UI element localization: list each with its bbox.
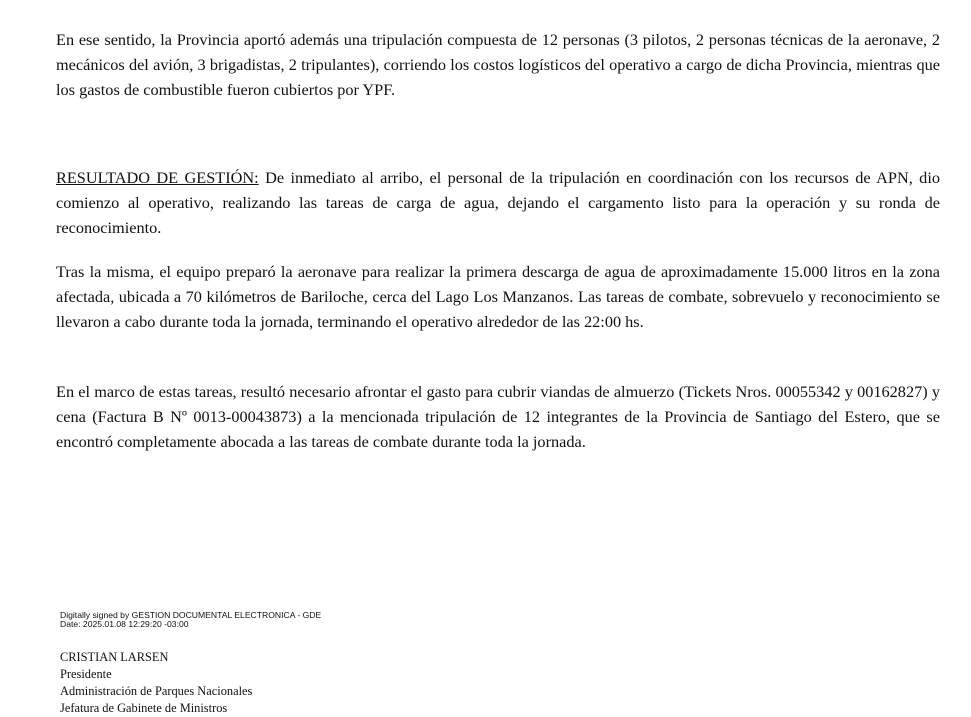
signer-block xyxy=(60,649,252,717)
signer-department: Jefatura de Gabinete de Ministros xyxy=(60,701,228,715)
signer-name: CRISTIAN LARSEN xyxy=(60,650,169,664)
paragraph-resultado-body: De inmediato al arribo, el personal de la tripulación en coordinación con los recursos de APN, dio comienzo al operativo, realizando las tareas de carga de agua, dejando el cargamento listo para la operación y su ronda de reconocimiento. xyxy=(56,168,940,237)
section-heading-resultado: RESULTADO DE GESTIÓN: xyxy=(56,168,259,187)
signature-signed-by: Digitally signed by GESTION DOCUMENTAL ELECTRONICA - GDE xyxy=(60,610,322,620)
signer-organization: Administración de Parques Nacionales xyxy=(60,684,253,698)
digital-signature-stamp xyxy=(60,611,321,629)
signature-date: Date: 2025.01.08 12:29:20 -03:00 xyxy=(60,619,189,629)
signer-role: Presidente xyxy=(60,667,112,681)
paragraph-expenses: En el marco de estas tareas, resultó necesario afrontar el gasto para cubrir viandas de almuerzo (Tickets Nros. 00055342 y 00162827) y cena (Factura B Nº 0013-00043873) a la mencionada tripulación de 12 integrantes de la Provincia de Santiago del Estero, que se encontró completamente abocada a las tareas de combate durante toda la jornada. xyxy=(56,382,940,451)
paragraph-crew: En ese sentido, la Provincia aportó además una tripulación compuesta de 12 personas (3 pilotos, 2 personas técnicas de la aeronave, 2 mecánicos del avión, 3 brigadistas, 2 tripulantes), corriendo los costos logísticos del operativo a cargo de dicha Provincia, mientras que los gastos de combustible fueron cubiertos por YPF. xyxy=(56,30,940,99)
paragraph-operation: Tras la misma, el equipo preparó la aeronave para realizar la primera descarga de agua de aproximadamente 15.000 litros en la zona afectada, ubicada a 70 kilómetros de Bariloche, cerca del Lago Los Manzanos. Las tareas de combate, sobrevuelo y reconocimiento se llevaron a cabo durante toda la jornada, terminando el operativo alrededor de las 22:00 hs. xyxy=(56,262,940,331)
paragraph-resultado xyxy=(56,165,940,240)
